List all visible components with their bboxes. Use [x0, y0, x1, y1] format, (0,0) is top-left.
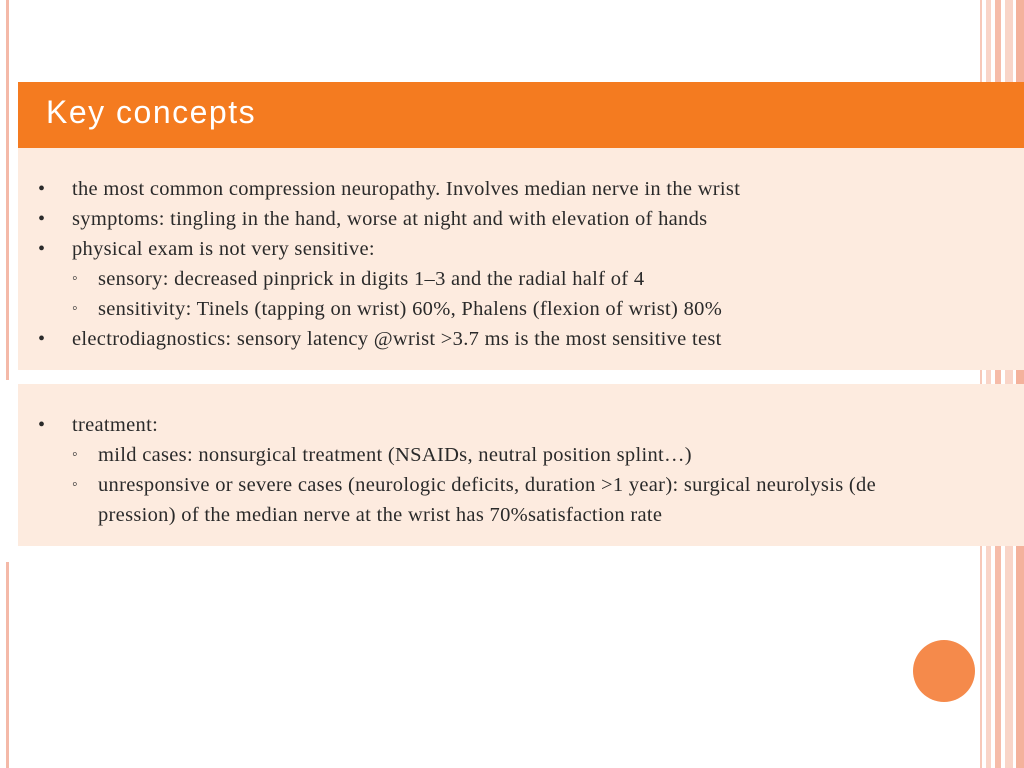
content-panel-2	[18, 384, 1024, 546]
list-item: • symptoms: tingling in the hand, worse at night and with elevation of hands	[18, 204, 1024, 234]
sub-list-item: ◦ unresponsive or severe cases (neurologic deficits, duration >1 year): surgical neurolysis (de	[18, 470, 1024, 500]
accent-circle	[913, 640, 975, 702]
list-item: • electrodiagnostics: sensory latency @wrist >3.7 ms is the most sensitive test	[18, 324, 1024, 354]
list-item: • treatment:	[18, 410, 1024, 440]
decorative-stripe-left-bottom	[6, 562, 9, 768]
title-bar	[18, 82, 1024, 148]
sub-list-item: ◦ mild cases: nonsurgical treatment (NSAIDs, neutral position splint…)	[18, 440, 1024, 470]
bullet-list	[18, 384, 1024, 530]
list-item: • the most common compression neuropathy. Involves median nerve in the wrist	[18, 174, 1024, 204]
slide-title: Key concepts	[46, 94, 257, 130]
sub-list-item: ◦ sensitivity: Tinels (tapping on wrist) 60%, Phalens (flexion of wrist) 80%	[18, 294, 1024, 324]
bullet-list	[18, 148, 1024, 354]
decorative-stripe-left	[6, 0, 9, 380]
list-item: • physical exam is not very sensitive:	[18, 234, 1024, 264]
sub-list-item-continuation: pression) of the median nerve at the wrist has 70%satisfaction rate	[98, 504, 663, 526]
content-panel-1	[18, 148, 1024, 370]
sub-list-item: ◦ sensory: decreased pinprick in digits 1–3 and the radial half of 4	[18, 264, 1024, 294]
